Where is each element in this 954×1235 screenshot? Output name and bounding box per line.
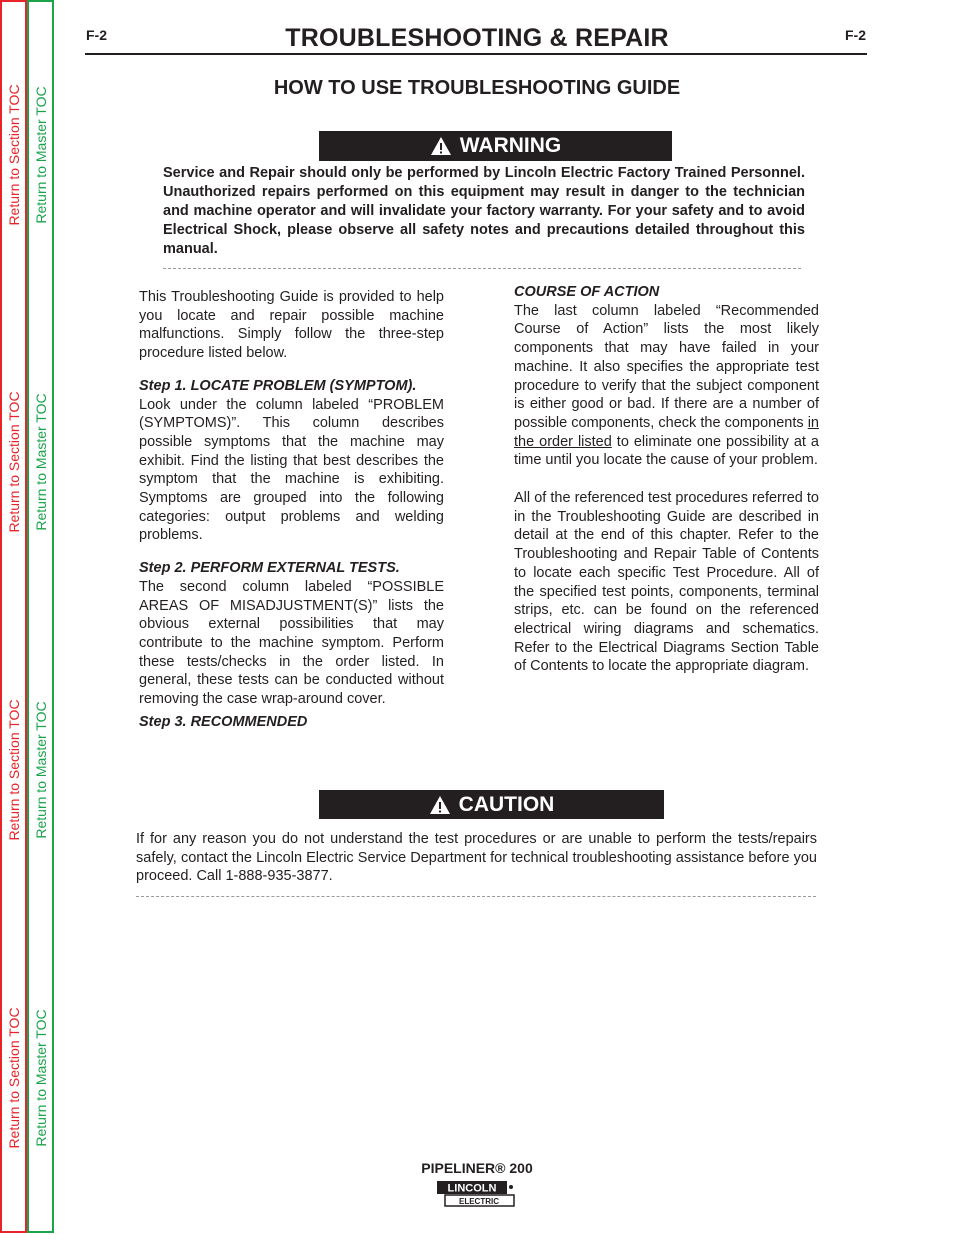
warning-divider <box>163 268 801 269</box>
caution-divider <box>136 896 816 897</box>
step2-heading: Step 2. PERFORM EXTERNAL TESTS. <box>139 560 400 577</box>
in-order-listed-emphasis: in the order listed <box>514 414 819 450</box>
caution-label: CAUTION <box>458 792 555 816</box>
test-procedures-paragraph: All of the referenced test procedures referred to in the Troubleshooting Guide are described in detail at the end of this chapter. Refer to the Troubleshooting and Repair Table of Contents to locate each specific Test Procedure. All of the specified test points, components, terminal strips, etc. can be found on the referenced electrical wiring diagrams and schematics. Refer to the Electrical Diagrams Section Table of Contents to locate the appropriate diagram. <box>514 490 819 675</box>
svg-text:LINCOLN: LINCOLN <box>447 1182 497 1195</box>
step3-heading: Step 3. RECOMMENDED <box>139 713 308 730</box>
svg-text:ELECTRIC: ELECTRIC <box>459 1197 499 1206</box>
warning-banner <box>319 131 672 161</box>
left-column <box>139 288 444 731</box>
warning-icon <box>430 136 452 156</box>
course-of-action-heading: COURSE OF ACTION <box>514 284 660 300</box>
warning-icon <box>429 795 451 815</box>
caution-text: If for any reason you do not understand the test procedures or are unable to perform the tests/repairs safely, contact the Lincoln Electric Service Department for technical troubleshooting assistance before you proceed. Call 1-888-935-3877. <box>136 831 817 885</box>
page-number-right: F-2 <box>845 27 866 43</box>
section-title: HOW TO USE TROUBLESHOOTING GUIDE <box>273 77 681 99</box>
product-name: PIPELINER® 200 <box>421 1160 533 1176</box>
warning-label: WARNING <box>459 134 562 157</box>
course-of-action-paragraph: The last column labeled “Recommended Course of Action” lists the most likely components that may have failed in your machine. It also specifies the appropriate test procedure to verify that the subject component is either good or bad. If there are a number of possible components, check the components in the order listed to eliminate one possibility at a time until you locate the cause of your problem. <box>514 302 819 469</box>
right-column <box>514 283 819 676</box>
caution-banner <box>319 790 664 819</box>
lincoln-electric-logo <box>437 1178 515 1208</box>
page-title: TROUBLESHOOTING & REPAIR <box>285 24 669 52</box>
header-rule <box>85 53 867 55</box>
step2-text: The second column labeled “POSSIBLE AREAS OF MISADJUSTMENT(S)” lists the obvious external possibilities that may contribute to the machine symptom. Perform these tests/checks in the order listed. In general, these tests can be conducted without removing the case wrap-around cover. <box>139 578 444 708</box>
intro-paragraph: This Troubleshooting Guide is provided to help you locate and repair possible machine malfunctions. Simply follow the three-step procedure listed below. <box>139 289 444 362</box>
warning-text: Service and Repair should only be performed by Lincoln Electric Factory Trained Personnel. Unauthorized repairs performed on this equipment may result in danger to the technician and machine operator and will invalidate your factory warranty. For your safety and to avoid Electrical Shock, please observe all safety notes and precautions detailed throughout this manual. <box>163 165 805 257</box>
step1-heading: Step 1. LOCATE PROBLEM (SYMPTOM). <box>139 377 417 394</box>
page-number-left: F-2 <box>86 27 107 43</box>
step1-text: Look under the column labeled “PROBLEM (SYMPTOMS)”. This column describes possible symptoms that the machine may exhibit. Find the listing that best describes the symptom that the machine is exhibiting. Symptoms are grouped into the following categories: output problems and welding problems. <box>139 396 444 544</box>
